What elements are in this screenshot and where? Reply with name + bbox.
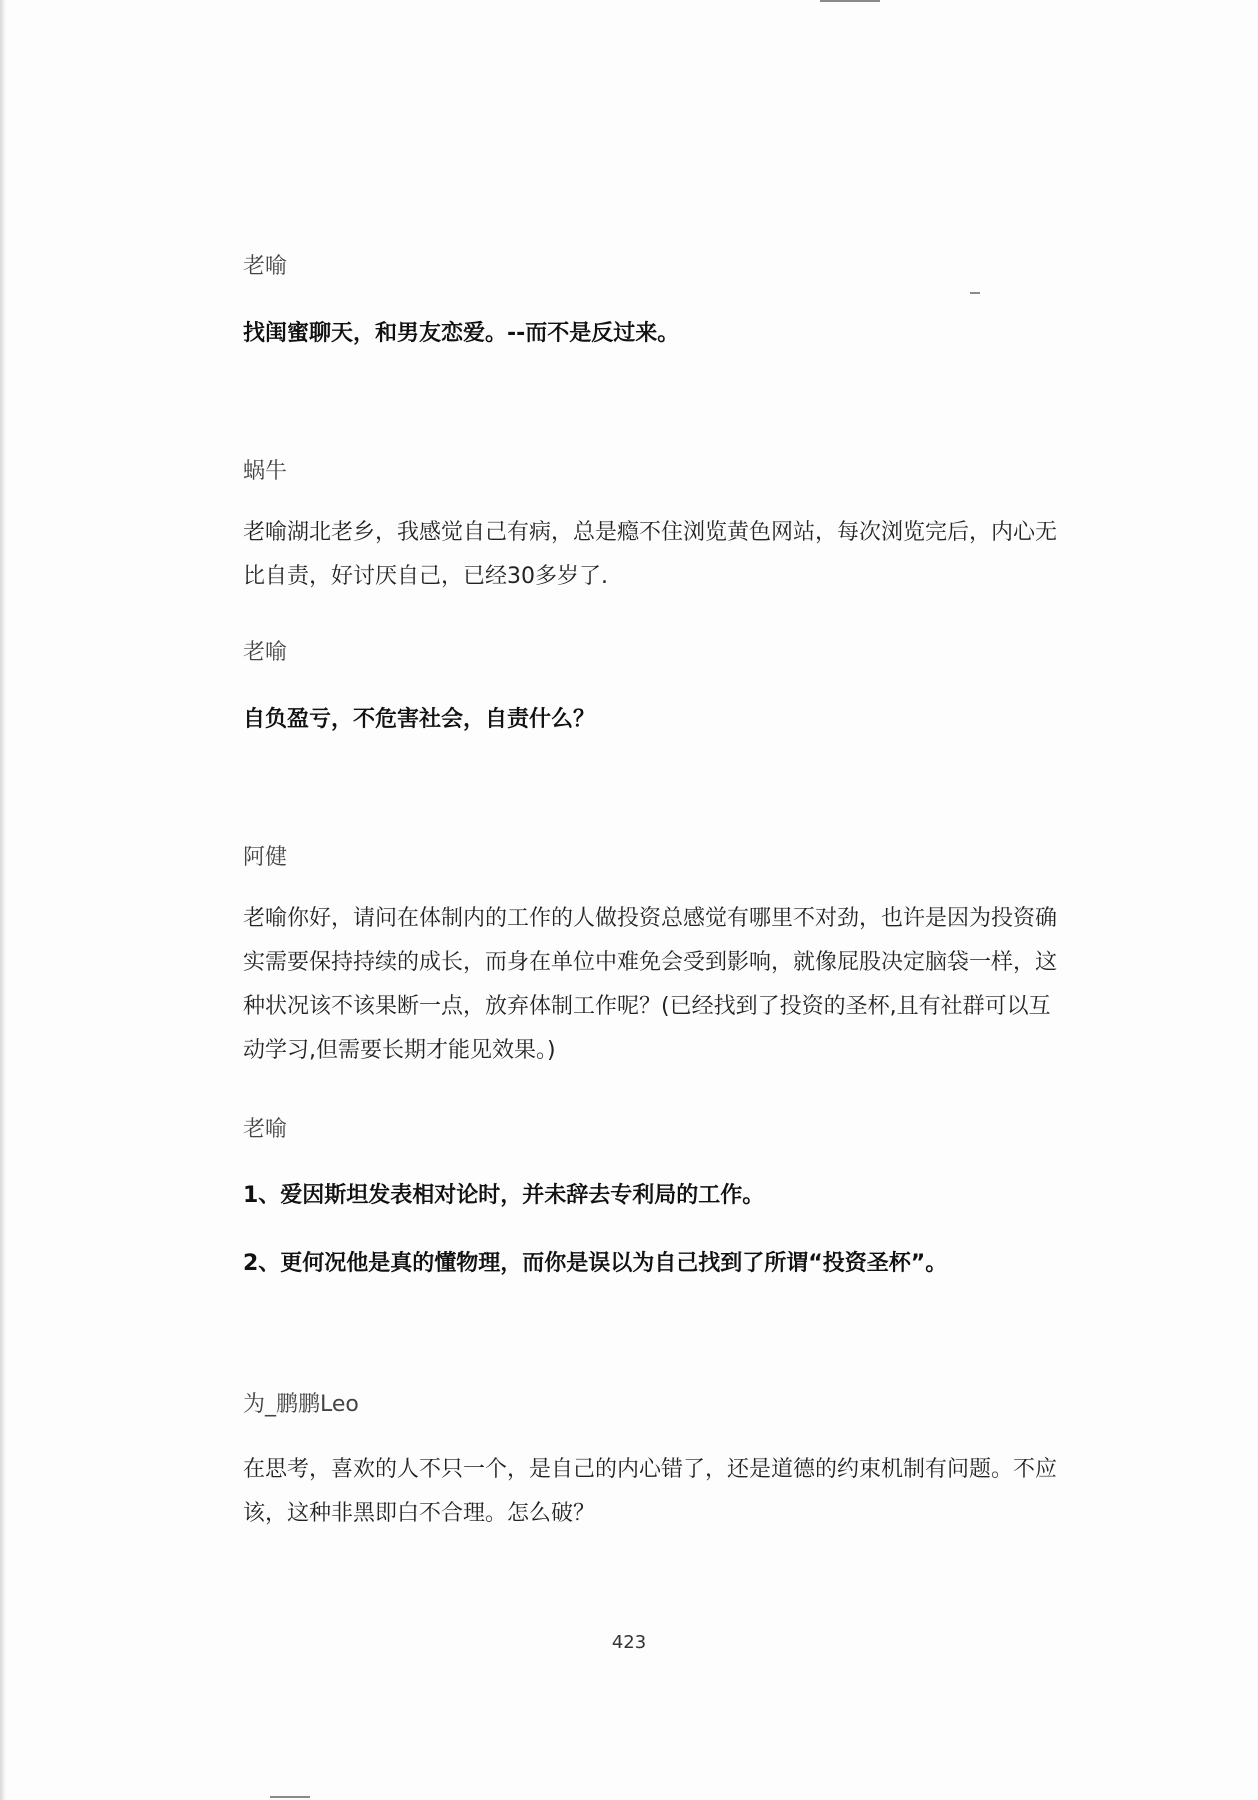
page-number: 423	[611, 1632, 647, 1653]
speaker-name: 老喻	[243, 1117, 288, 1142]
entry-2-question	[243, 511, 1063, 599]
entry-4-question	[243, 897, 1063, 1073]
scan-mark-bottom	[270, 1796, 310, 1798]
speaker-name: 为_鹏鹏Leo	[243, 1392, 359, 1417]
entry-5	[243, 1115, 1063, 1145]
question-text: 老喻你好，请问在体制内的工作的人做投资总感觉有哪里不对劲，也许是因为投资确实需要保持持续的成长，而身在单位中难免会受到影响，就像屁股决定脑袋一样，这种状况该不该果断一点，放弃体制工作呢？(已经找到了投资的圣杯,且有社群可以互动学习,但需要长期才能见效果。)	[243, 906, 1058, 1063]
entry-1	[243, 252, 1063, 282]
scan-shadow	[0, 0, 6, 1800]
speaker-name: 蜗牛	[243, 459, 288, 484]
entry-2	[243, 457, 1063, 487]
entry-3	[243, 638, 1063, 668]
entry-6-question	[243, 1448, 1063, 1536]
entry-5-point-1	[243, 1176, 1063, 1216]
entry-5-point-2	[243, 1244, 1063, 1284]
answer-point: 1、爱因斯坦发表相对论时，并未辞去专利局的工作。	[243, 1183, 765, 1208]
speaker-name: 老喻	[243, 640, 288, 665]
answer-text: 找闺蜜聊天，和男友恋爱。--而不是反过来。	[243, 321, 680, 346]
entry-3-reply	[243, 700, 1063, 740]
scan-mark-dot	[970, 292, 980, 294]
entry-6	[243, 1390, 1063, 1420]
answer-text: 自负盈亏，不危害社会，自责什么？	[243, 707, 596, 732]
question-text: 在思考，喜欢的人不只一个，是自己的内心错了，还是道德的约束机制有问题。不应该，这种非黑即白不合理。怎么破？	[243, 1457, 1058, 1526]
answer-point: 2、更何况他是真的懂物理，而你是误以为自己找到了所谓“投资圣杯”。	[243, 1251, 948, 1276]
scan-mark-top	[820, 0, 880, 2]
entry-1-reply	[243, 314, 1063, 354]
speaker-name: 阿健	[243, 845, 288, 870]
question-text: 老喻湖北老乡，我感觉自己有病，总是瘾不住浏览黄色网站，每次浏览完后，内心无比自责，好讨厌自己，已经30多岁了.	[243, 520, 1058, 589]
speaker-name: 老喻	[243, 254, 288, 279]
entry-4	[243, 843, 1063, 873]
